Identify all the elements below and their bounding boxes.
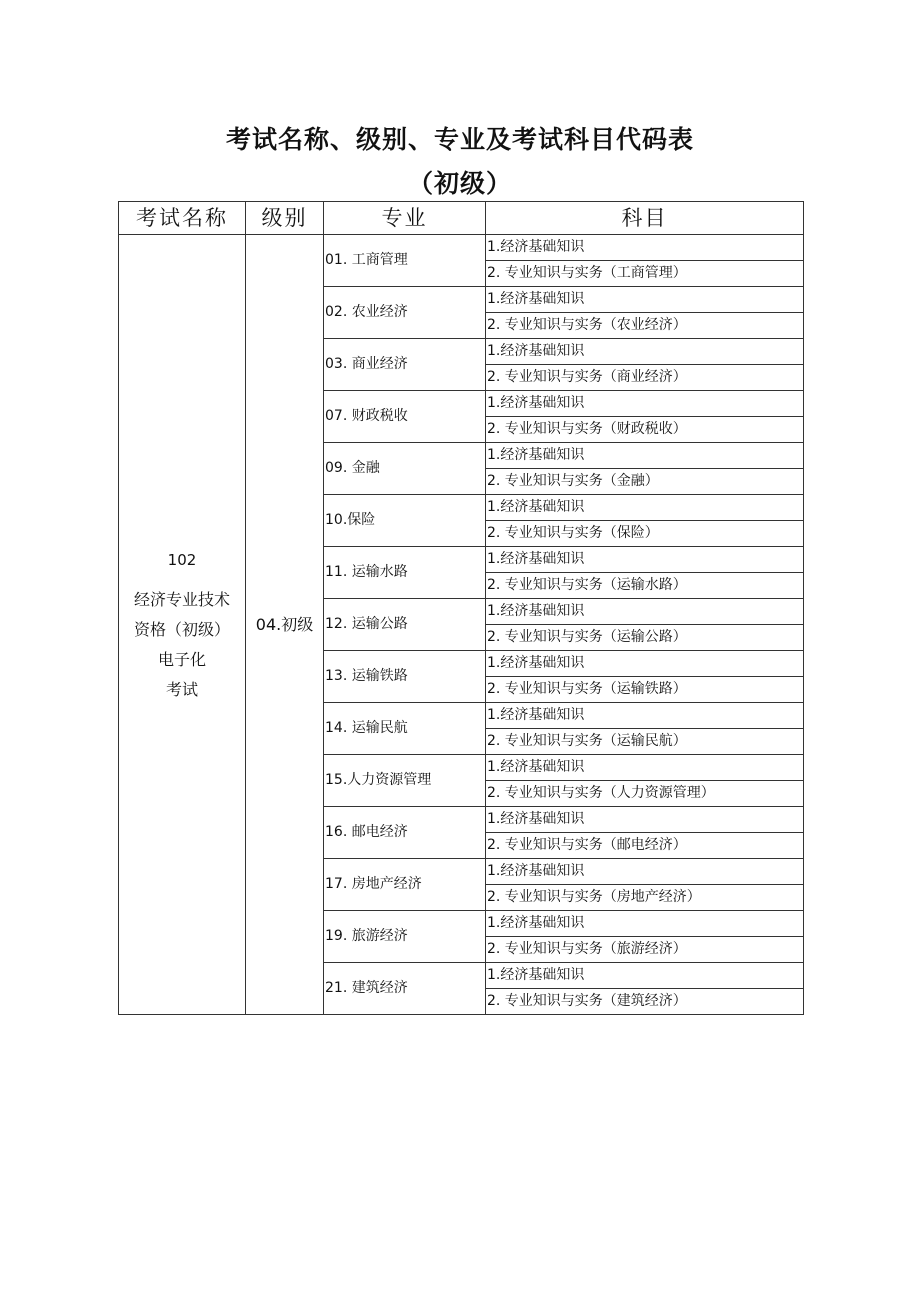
major-cell: 10.保险	[324, 495, 486, 547]
exam-name-cell	[119, 235, 246, 1015]
subject-cell: 1.经济基础知识	[486, 235, 804, 261]
major-cell: 09. 金融	[324, 443, 486, 495]
subject-cell: 2. 专业知识与实务（保险）	[486, 521, 804, 547]
subject-cell: 2. 专业知识与实务（金融）	[486, 469, 804, 495]
exam-name-line: 考试	[165, 679, 198, 699]
major-cell: 12. 运输公路	[324, 599, 486, 651]
exam-name-line: 经济专业技术	[133, 589, 230, 609]
code-table	[118, 201, 804, 1015]
subject-cell: 2. 专业知识与实务（运输公路）	[486, 625, 804, 651]
header-exam-name: 考试名称	[119, 202, 246, 235]
subject-cell: 2. 专业知识与实务（人力资源管理）	[486, 781, 804, 807]
subject-cell: 1.经济基础知识	[486, 443, 804, 469]
page-subtitle: （初级）	[407, 169, 512, 198]
major-cell: 13. 运输铁路	[324, 651, 486, 703]
major-cell: 16. 邮电经济	[324, 807, 486, 859]
subject-cell: 1.经济基础知识	[486, 651, 804, 677]
header-row	[119, 202, 804, 235]
subject-cell: 1.经济基础知识	[486, 807, 804, 833]
major-cell: 03. 商业经济	[324, 339, 486, 391]
subject-cell: 1.经济基础知识	[486, 859, 804, 885]
header-subject: 科目	[486, 202, 804, 235]
header-major: 专业	[324, 202, 486, 235]
subject-cell: 1.经济基础知识	[486, 911, 804, 937]
subject-cell: 1.经济基础知识	[486, 339, 804, 365]
subject-cell: 2. 专业知识与实务（工商管理）	[486, 261, 804, 287]
major-cell: 15.人力资源管理	[324, 755, 486, 807]
subject-cell: 1.经济基础知识	[486, 755, 804, 781]
major-cell: 07. 财政税收	[324, 391, 486, 443]
subject-cell: 1.经济基础知识	[486, 287, 804, 313]
major-cell: 02. 农业经济	[324, 287, 486, 339]
exam-name-line: 资格（初级）	[133, 619, 230, 639]
subject-cell: 2. 专业知识与实务（运输民航）	[486, 729, 804, 755]
major-cell: 17. 房地产经济	[324, 859, 486, 911]
subject-cell: 1.经济基础知识	[486, 391, 804, 417]
page-title: 考试名称、级别、专业及考试科目代码表	[225, 125, 694, 154]
subject-cell: 2. 专业知识与实务（农业经济）	[486, 313, 804, 339]
subject-cell: 2. 专业知识与实务（运输铁路）	[486, 677, 804, 703]
level-cell: 04.初级	[246, 235, 324, 1015]
subject-cell: 2. 专业知识与实务（旅游经济）	[486, 937, 804, 963]
major-cell: 19. 旅游经济	[324, 911, 486, 963]
subject-cell: 2. 专业知识与实务（财政税收）	[486, 417, 804, 443]
subject-cell: 2. 专业知识与实务（商业经济）	[486, 365, 804, 391]
subject-cell: 2. 专业知识与实务（运输水路）	[486, 573, 804, 599]
subject-cell: 2. 专业知识与实务（房地产经济）	[486, 885, 804, 911]
subject-cell: 2. 专业知识与实务（建筑经济）	[486, 989, 804, 1015]
exam-code: 102	[167, 550, 197, 569]
header-level: 级别	[246, 202, 324, 235]
subject-cell: 1.经济基础知识	[486, 495, 804, 521]
table-body	[119, 235, 804, 1015]
subject-cell: 1.经济基础知识	[486, 547, 804, 573]
major-cell: 11. 运输水路	[324, 547, 486, 599]
subject-cell: 2. 专业知识与实务（邮电经济）	[486, 833, 804, 859]
table-row	[119, 235, 804, 261]
subject-cell: 1.经济基础知识	[486, 963, 804, 989]
exam-name-line: 电子化	[157, 649, 206, 669]
subject-cell: 1.经济基础知识	[486, 703, 804, 729]
major-cell: 14. 运输民航	[324, 703, 486, 755]
subject-cell: 1.经济基础知识	[486, 599, 804, 625]
major-cell: 21. 建筑经济	[324, 963, 486, 1015]
major-cell: 01. 工商管理	[324, 235, 486, 287]
